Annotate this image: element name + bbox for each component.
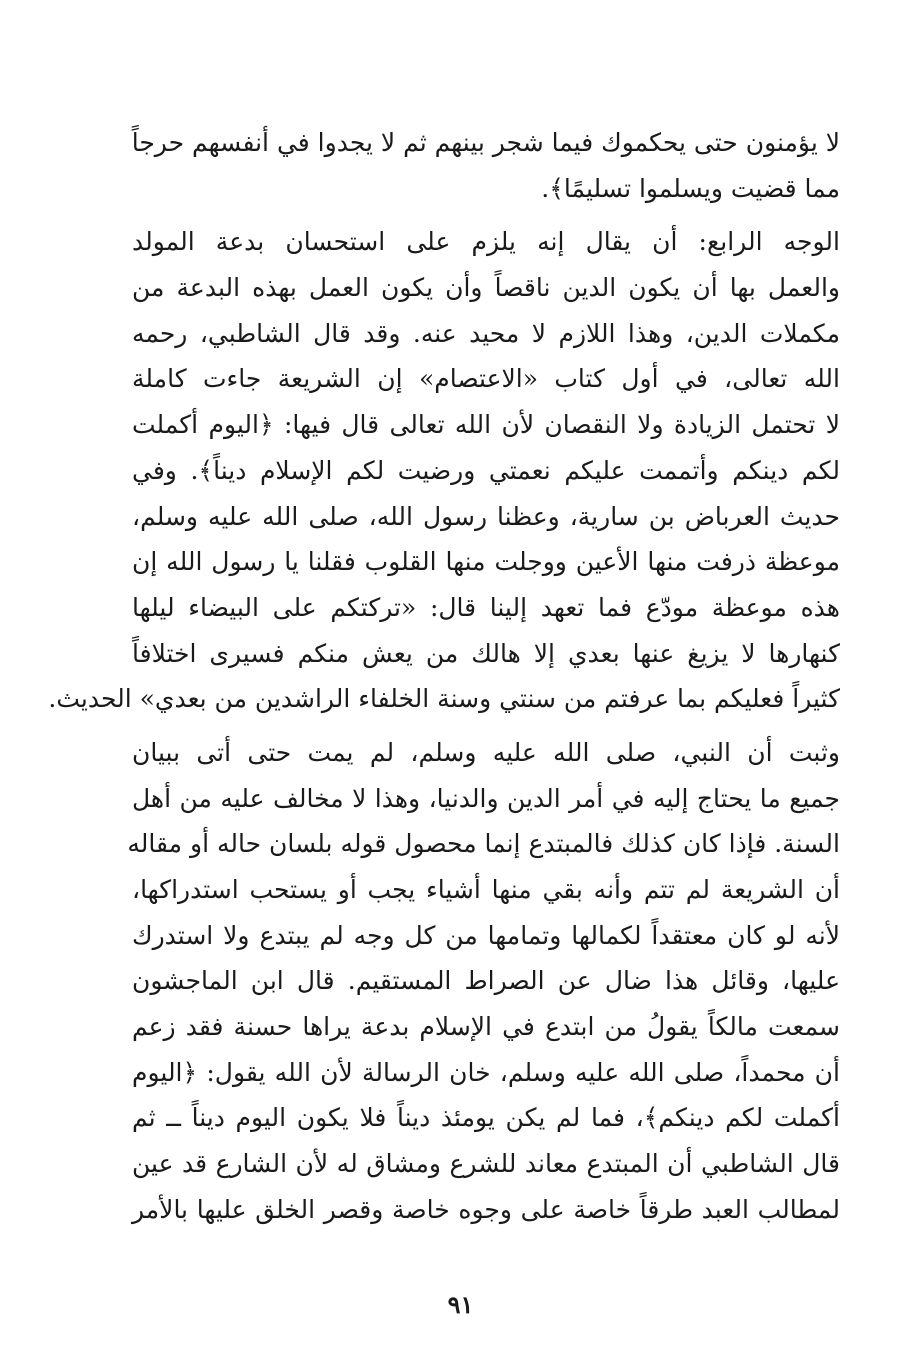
text-line: سمعت مالكاً يقولُ من ابتدع في الإسلام بدعة يراها حسنة فقد زعم (132, 1012, 840, 1042)
paragraph-gap (132, 211, 840, 219)
text-line: الوجه الرابع: أن يقال إنه يلزم على استحسان بدعة المولد (132, 227, 840, 257)
text-line: قال الشاطبي أن المبتدع معاند للشرع ومشاق له لأن الشارع قد عين (132, 1149, 840, 1179)
text-line: كثيراً فعليكم بما عرفتم من سنتي وسنة الخلفاء الراشدين من بعدي» الحديث. (48, 684, 840, 714)
text-line: عليها، وقائل هذا ضال عن الصراط المستقيم. قال ابن الماجشون (132, 966, 840, 996)
text-line: الله تعالى، في أول كتاب «الاعتصام» إن الشريعة جاءت كاملة (132, 364, 840, 394)
text-line: وثبت أن النبي، صلى الله عليه وسلم، لم يمت حتى أتى ببيان (132, 737, 840, 767)
text-line: السنة. فإذا كان كذلك فالمبتدع إنما محصول قوله بلسان حاله أو مقاله (127, 829, 840, 859)
paragraph-gap (132, 722, 840, 730)
text-line: أكملت لكم دينكم﴾، فما لم يكن يومئذ ديناً فلا يكون اليوم ديناً ــ ثم (132, 1103, 840, 1133)
text-line: لكم دينكم وأتممت عليكم نعمتي ورضيت لكم الإسلام ديناً﴾. وفي (132, 455, 840, 485)
text-line: هذه موعظة مودّع فما تعهد إلينا قال: «تركتكم على البيضاء ليلها (132, 592, 840, 622)
text-line: حديث العرباض بن سارية، وعظنا رسول الله، صلى الله عليه وسلم، (132, 501, 840, 531)
text-line: مكملات الدين، وهذا اللازم لا محيد عنه. وقد قال الشاطبي، رحمه (132, 318, 840, 348)
text-line: جميع ما يحتاج إليه في أمر الدين والدنيا، وهذا لا مخالف عليه من أهل (132, 783, 840, 813)
text-line: كنهارها لا يزيغ عنها بعدي إلا هالك من يعش منكم فسيرى اختلافاً (132, 638, 840, 668)
body-text (48, 120, 840, 1233)
text-line: لأنه لو كان معتقداً لكمالها وتمامها من كل وجه لم يبتدع ولا استدرك (132, 920, 840, 950)
text-line: لمطالب العبد طرقاً خاصة على وجوه خاصة وقصر الخلق عليها بالأمر (132, 1194, 840, 1224)
text-line: موعظة ذرفت منها الأعين ووجلت منها القلوب فقلنا يا رسول الله إن (132, 547, 840, 577)
text-line: لا يؤمنون حتى يحكموك فيما شجر بينهم ثم لا يجدوا في أنفسهم حرجاً (131, 128, 840, 157)
text-line: والعمل بها أن يكون الدين ناقصاً وأن يكون العمل بهذه البدعة من (132, 273, 840, 303)
text-line: مما قضيت ويسلموا تسليمًا﴾. (541, 173, 840, 203)
text-line: لا تحتمل الزيادة ولا النقصان لأن الله تعالى قال فيها: ﴿اليوم أكملت (132, 410, 840, 440)
text-line: أن محمداً، صلى الله عليه وسلم، خان الرسالة لأن الله يقول: ﴿اليوم (132, 1057, 840, 1087)
text-line: أن الشريعة لم تتم وأنه بقي منها أشياء يجب أو يستحب استدراكها، (132, 875, 840, 904)
page-number: ٩١ (447, 1290, 474, 1319)
